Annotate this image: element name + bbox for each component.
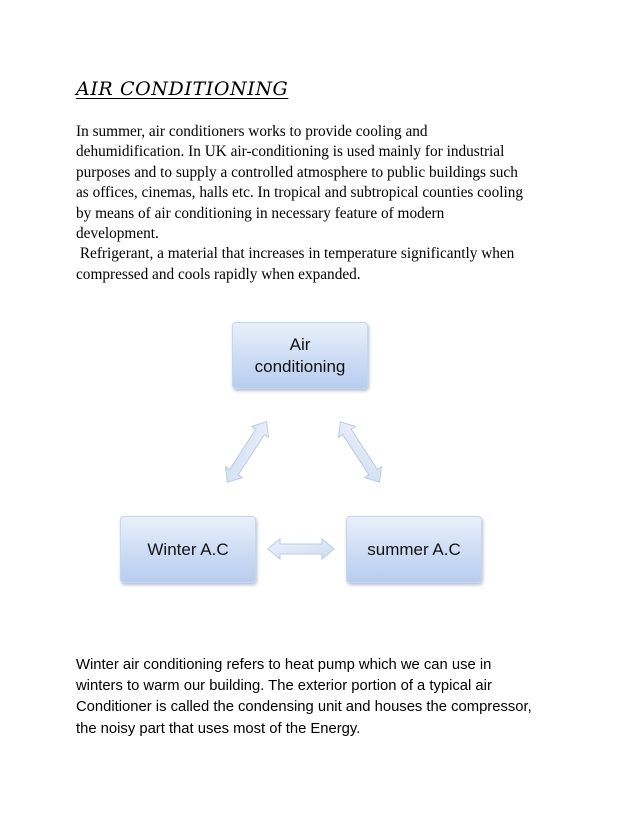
intro-line: compressed and cools rapidly when expanded. xyxy=(76,265,361,283)
intro-line: by means of air conditioning in necessary feature of modern xyxy=(76,204,445,222)
page-title: AIR CONDITIONING xyxy=(76,78,289,100)
closing-line: winters to warm our building. The exterior portion of a typical air xyxy=(76,678,492,695)
double-arrow-left-diagonal xyxy=(219,416,275,487)
closing-line: Conditioner is called the condensing unit and houses the compressor, xyxy=(76,699,532,716)
node-label: Air conditioning xyxy=(254,334,346,376)
closing-paragraph xyxy=(76,655,566,740)
intro-line: development. xyxy=(76,225,159,243)
intro-line: dehumidification. In UK air-conditioning is used mainly for industrial xyxy=(76,143,505,161)
node-air-conditioning xyxy=(232,322,368,389)
closing-line: Winter air conditioning refers to heat pump which we can use in xyxy=(76,657,492,673)
node-winter-ac xyxy=(120,516,256,583)
closing-line: the noisy part that uses most of the Energy. xyxy=(76,720,361,737)
node-label: summer A.C xyxy=(367,539,461,559)
intro-line: as offices, cinemas, halls etc. In tropical and subtropical counties cooling xyxy=(76,184,524,202)
double-arrow-right-diagonal xyxy=(332,416,388,487)
double-arrow-horizontal xyxy=(268,539,334,559)
node-label: Winter A.C xyxy=(147,539,229,559)
intro-line: purposes and to supply a controlled atmosphere to public buildings such xyxy=(76,163,518,181)
intro-line: Refrigerant, a material that increases in temperature significantly when xyxy=(76,245,515,263)
node-summer-ac xyxy=(346,516,482,583)
intro-line: In summer, air conditioners works to provide cooling and xyxy=(76,123,428,140)
